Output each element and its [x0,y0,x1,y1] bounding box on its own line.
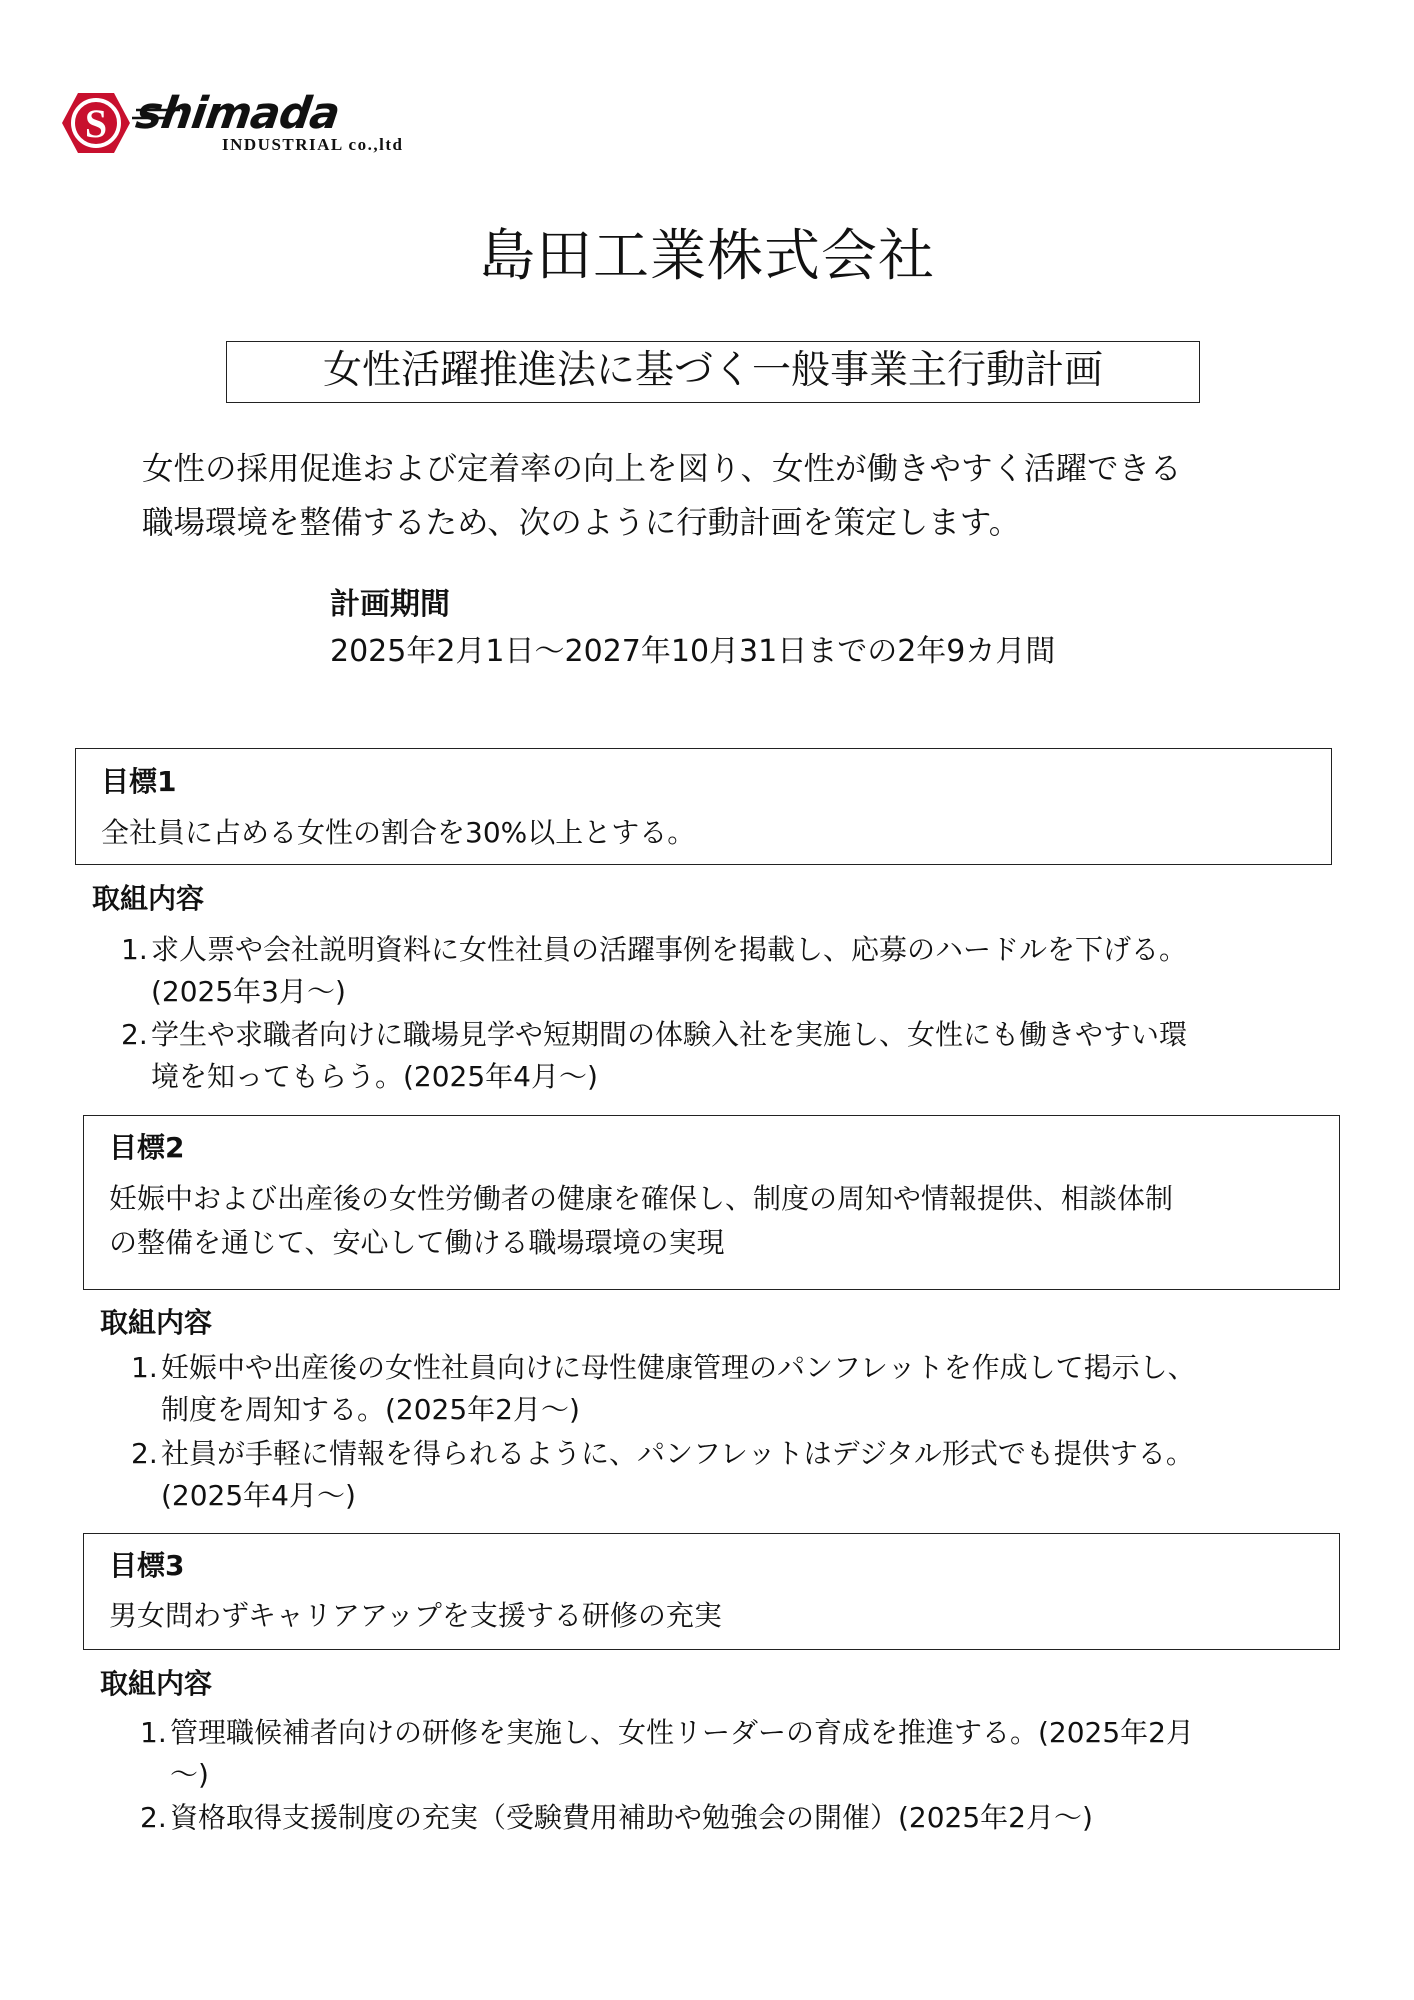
document-title: 女性活躍推進法に基づく一般事業主行動計画 [226,341,1200,403]
action-number: 1. [131,1351,158,1384]
logo-sub-text: INDUSTRIAL co.,ltd [222,135,404,154]
action-line: ～) [170,1758,209,1791]
logo-graphic [62,88,462,158]
action-line: 求人票や会社説明資料に女性社員の活躍事例を掲載し、応募のハードルを下げる。 [151,933,1188,966]
action-number: 1. [121,933,148,966]
goal-1-action-1 [121,929,1187,1013]
goal-2-text-line: 妊娠中および出産後の女性労働者の健康を確保し、制度の周知や情報提供、相談体制 [109,1182,1174,1215]
intro-line: 女性の採用促進および定着率の向上を図り、女性が働きやすく活躍できる [142,451,1182,487]
company-logo [62,88,462,158]
goal-2-label: 目標2 [109,1131,185,1164]
action-number: 2. [121,1018,148,1051]
period-label: 計画期間 [330,587,450,622]
goal-2-text [109,1177,1173,1265]
action-line: 社員が手軽に情報を得られるように、パンフレットはデジタル形式でも提供する。 [161,1437,1194,1470]
goal-1-actions-label: 取組内容 [92,882,205,915]
goal-3-text: 男女問わずキャリアアップを支援する研修の充実 [109,1599,722,1632]
goal-3-action-2 [140,1797,1093,1839]
goal-2-action-1 [131,1347,1196,1431]
action-line: 学生や求職者向けに職場見学や短期間の体験入社を実施し、女性にも働きやすい環 [151,1018,1188,1051]
goal-3-action-1 [140,1712,1194,1796]
goal-1-label: 目標1 [101,765,177,798]
goal-3-label: 目標3 [109,1549,185,1582]
action-line: 妊娠中や出産後の女性社員向けに母性健康管理のパンフレットを作成して掲示し、 [161,1351,1196,1384]
action-number: 1. [140,1716,167,1749]
goal-2-action-2 [131,1433,1194,1517]
action-line: 制度を周知する。(2025年2月～) [161,1393,580,1426]
action-number: 2. [140,1801,167,1834]
goal-2-actions-label: 取組内容 [100,1306,213,1339]
period-value: 2025年2月1日～2027年10月31日までの2年9カ月間 [330,634,1056,669]
logo-brand-text: shimada [132,88,343,139]
action-line: (2025年3月～) [151,975,346,1008]
intro-line: 職場環境を整備するため、次のように行動計画を策定します。 [142,505,1021,541]
action-number: 2. [131,1437,158,1470]
intro-paragraph [142,442,1342,550]
action-line: 管理職候補者向けの研修を実施し、女性リーダーの育成を推進する。(2025年2月 [170,1716,1195,1749]
action-line: (2025年4月～) [161,1479,356,1512]
goal-2-text-line: の整備を通じて、安心して働ける職場環境の実現 [109,1226,725,1259]
goal-1-text: 全社員に占める女性の割合を30%以上とする。 [101,816,696,849]
logo-emblem-letter: S [84,101,108,146]
action-line: 境を知ってもらう。(2025年4月～) [151,1060,598,1093]
company-name: 島田工業株式会社 [479,224,935,289]
goal-3-actions-label: 取組内容 [100,1667,213,1700]
action-line: 資格取得支援制度の充実（受験費用補助や勉強会の開催）(2025年2月～) [170,1801,1093,1834]
goal-1-action-2 [121,1014,1187,1098]
